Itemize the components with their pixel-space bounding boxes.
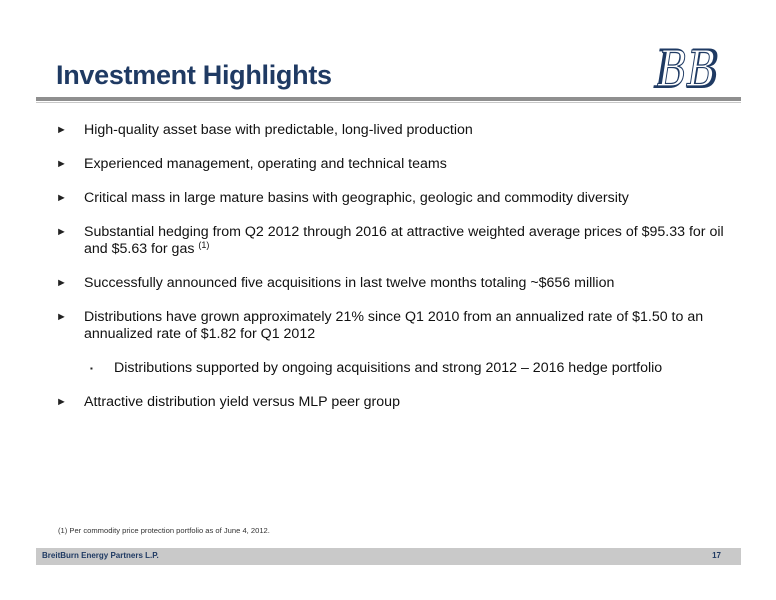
logo-text-shadow: BB (653, 38, 720, 96)
footer-company-name: BreitBurn Energy Partners L.P. (42, 551, 159, 560)
page-title: Investment Highlights (56, 60, 332, 90)
footnote-ref: (1) (198, 240, 210, 250)
list-item-text: Attractive distribution yield versus MLP peer group (84, 394, 400, 410)
page-number: 17 (712, 551, 721, 560)
footer-bar (36, 548, 741, 565)
list-item-text: Critical mass in large mature basins with geographic, geologic and commodity diversity (84, 190, 629, 206)
sub-list-item (56, 360, 736, 377)
list-item-text-body: Substantial hedging from Q2 2012 through 2016 at attractive weighted average prices of $95.33 for oil and $5.63 for gas (84, 224, 724, 257)
list-item-text (56, 224, 736, 258)
triangle-bullet-icon: ► (56, 192, 67, 204)
logo-text: BB (657, 40, 716, 96)
list-item (56, 156, 736, 173)
footnote: (1) Per commodity price protection portfolio as of June 4, 2012. (58, 526, 270, 535)
list-item-text: Distributions supported by ongoing acquisitions and strong 2012 – 2016 hedge portfolio (114, 360, 663, 376)
list-item-text: Successfully announced five acquisitions in last twelve months totaling ~$656 million (84, 275, 615, 291)
title-divider-thin (36, 102, 741, 103)
list-item-text: Distributions have grown approximately 21% since Q1 2010 from an annualized rate of $1.50 to an annualized rate of $1.82 for Q1 2012 (84, 309, 704, 342)
list-item (56, 190, 736, 207)
list-item (56, 224, 736, 258)
list-item-text: High-quality asset base with predictable, long-lived production (84, 122, 473, 138)
triangle-bullet-icon: ► (56, 124, 67, 136)
title-divider (36, 97, 741, 101)
square-bullet-icon: ▪ (90, 364, 93, 373)
highlights-list (56, 122, 736, 411)
triangle-bullet-icon: ► (56, 277, 67, 289)
triangle-bullet-icon: ► (56, 226, 67, 238)
triangle-bullet-icon: ► (56, 158, 67, 170)
list-item (56, 122, 736, 139)
list-item (56, 309, 736, 343)
triangle-bullet-icon: ► (56, 396, 67, 408)
list-item (56, 275, 736, 292)
triangle-bullet-icon: ► (56, 311, 67, 323)
list-item (56, 394, 736, 411)
breitburn-logo (652, 38, 724, 96)
list-item-text: Experienced management, operating and technical teams (84, 156, 447, 172)
